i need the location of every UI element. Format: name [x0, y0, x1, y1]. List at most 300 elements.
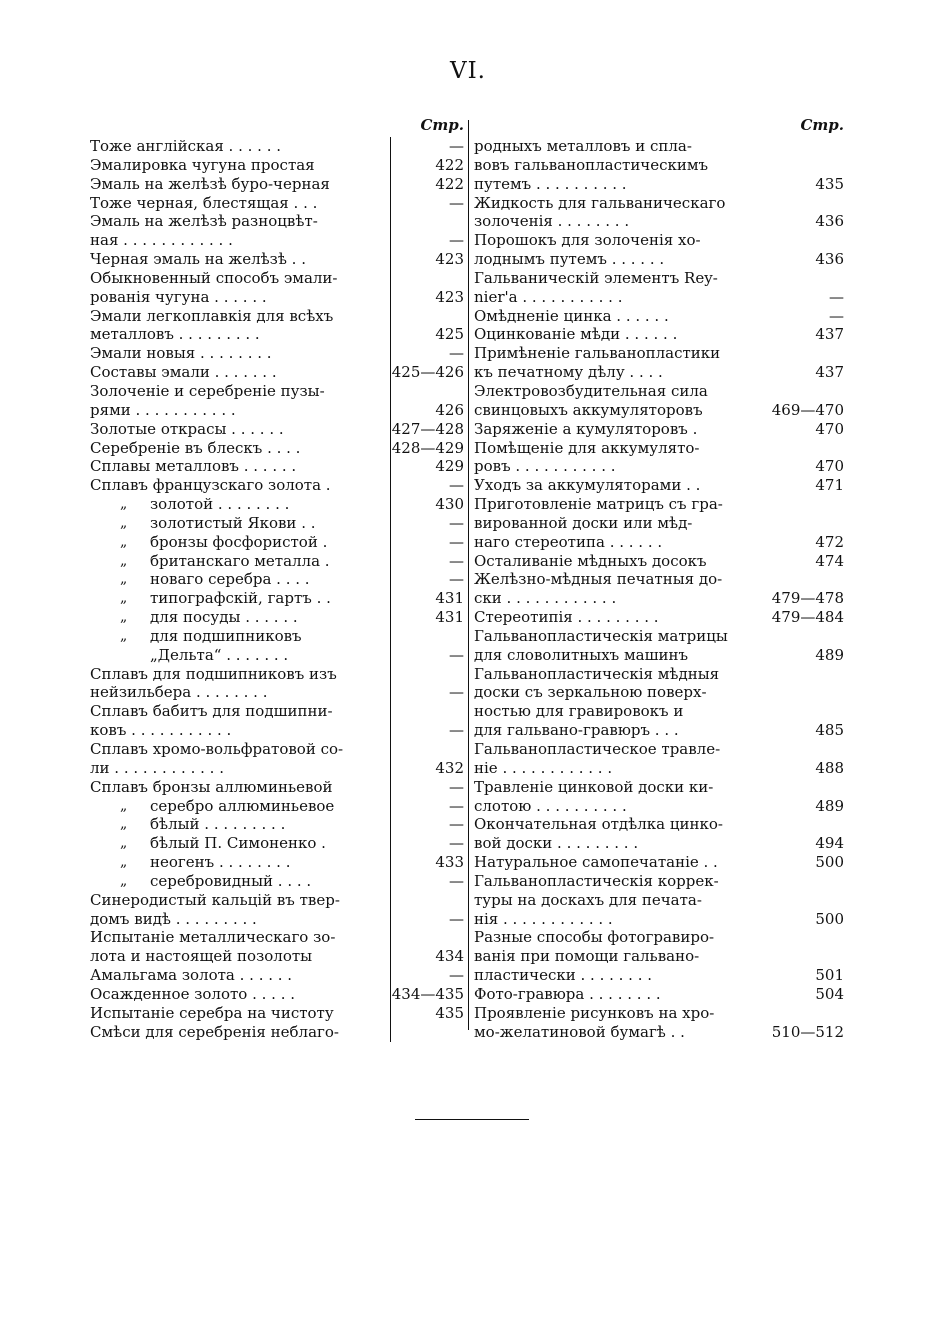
index-entry-page	[760, 683, 846, 702]
index-entry-page: 435	[815, 174, 844, 193]
index-entry-label: типографскій, гартъ . .	[150, 589, 331, 608]
index-entry-row	[90, 137, 466, 156]
index-entry-label: Сплавъ хромо-вольфратовой со-	[90, 740, 344, 758]
index-entry-row	[90, 269, 466, 288]
index-entry-row	[474, 702, 846, 721]
index-entry-label: Составы эмали . . . . . . .	[90, 363, 277, 382]
index-entry-label: ковъ . . . . . . . . . . .	[90, 721, 232, 740]
index-entry-page: 422	[390, 156, 466, 175]
index-entry-row	[474, 1023, 846, 1042]
index-entry-page	[390, 269, 466, 288]
index-entry-row	[474, 363, 846, 382]
index-entry-row	[90, 721, 466, 740]
index-entry-text	[474, 721, 760, 740]
index-entry-row	[474, 194, 846, 213]
index-entry-label: доски съ зеркальною поверх-	[474, 683, 707, 702]
index-entry-text	[474, 627, 760, 646]
index-entry-label: металловъ . . . . . . . . .	[90, 325, 260, 344]
left-index-rows	[90, 137, 466, 1042]
index-entry-page: —	[390, 721, 466, 740]
column-divider	[468, 120, 469, 1030]
index-entry-text	[90, 212, 390, 231]
index-entry-text	[474, 439, 760, 458]
index-entry-text	[90, 476, 390, 495]
index-entry-label: для посуды . . . . . .	[150, 608, 298, 627]
index-entry-page: 431	[390, 608, 466, 627]
index-entry-page	[390, 212, 466, 231]
index-entry-row	[90, 212, 466, 231]
index-entry-page: 479—484	[771, 608, 844, 627]
index-entry-text	[474, 797, 760, 816]
index-entry-page	[760, 344, 846, 363]
right-index-column	[474, 116, 846, 1042]
index-entry-text	[90, 910, 390, 929]
index-entry-page	[760, 1004, 846, 1023]
index-entry-page	[390, 665, 466, 684]
index-entry-text	[474, 646, 760, 665]
index-entry-page: 469—470	[771, 400, 844, 419]
index-entry-row	[474, 382, 846, 401]
index-entry-label: Заряженіе а кумуляторовъ .	[474, 419, 698, 438]
index-entry-page: —	[390, 815, 466, 834]
index-entry-label: бѣлый П. Симоненко .	[150, 834, 326, 853]
index-entry-page: —	[390, 231, 466, 250]
index-entry-label: Осталиваніе мѣдныхъ досокъ	[474, 551, 707, 570]
index-entry-text	[474, 514, 760, 533]
index-entry-page	[760, 627, 846, 646]
index-entry-page	[760, 495, 846, 514]
index-entry-text	[474, 589, 760, 608]
index-entry-label: наго стереотипа . . . . . .	[474, 532, 663, 551]
index-entry-row	[90, 533, 466, 552]
index-entry-text	[474, 891, 760, 910]
index-entry-page	[760, 439, 846, 458]
index-entry-row	[474, 759, 846, 778]
index-entry-text	[90, 985, 390, 1004]
index-entry-page	[760, 815, 846, 834]
index-entry-label: ная . . . . . . . . . . . .	[90, 231, 233, 250]
index-entry-label: Помѣщеніе для аккумулято-	[474, 438, 700, 457]
index-entry-label: неогенъ . . . . . . . .	[150, 853, 291, 872]
left-page-header-label: Стр.	[420, 116, 464, 134]
index-entry-page: 504	[815, 984, 844, 1003]
index-entry-label: бѣлый . . . . . . . . .	[150, 815, 286, 834]
index-entry-text	[90, 194, 390, 213]
index-entry-row	[90, 514, 466, 533]
index-entry-page: 500	[815, 853, 844, 872]
index-entry-text	[90, 363, 390, 382]
index-entry-label: „Дельта“ . . . . . . .	[150, 645, 289, 664]
index-entry-label: Натуральное самопечатаніе . .	[474, 853, 718, 872]
index-entry-page	[760, 382, 846, 401]
index-entry-page: 432	[390, 759, 466, 778]
index-entry-text	[90, 401, 390, 420]
index-entry-row	[90, 401, 466, 420]
index-entry-page: 510—512	[771, 1022, 844, 1041]
index-entry-text	[474, 363, 760, 382]
index-entry-label: ли . . . . . . . . . . . .	[90, 758, 224, 777]
index-entry-label: Желѣзно-мѣдныя печатныя до-	[474, 570, 723, 589]
index-entry-row	[474, 608, 846, 627]
index-entry-text	[474, 288, 760, 307]
index-entry-label: свинцовыхъ аккумуляторовъ	[474, 400, 703, 419]
index-entry-row	[474, 288, 846, 307]
page-number: VI.	[449, 58, 486, 84]
index-entry-label: Гальванопластическія матрицы	[474, 626, 728, 645]
index-entry-row	[90, 231, 466, 250]
index-entry-text	[90, 1004, 390, 1023]
index-entry-label: для гальвано-гравюръ . . .	[474, 721, 679, 740]
index-entry-text	[474, 759, 760, 778]
index-entry-label: золотой . . . . . . . .	[150, 495, 290, 514]
index-entry-row	[474, 533, 846, 552]
index-entry-page: —	[390, 570, 466, 589]
index-entry-label: Гальванопластическія коррек-	[474, 871, 719, 890]
index-entry-page	[760, 665, 846, 684]
index-entry-page: 431	[390, 589, 466, 608]
index-entry-page: 472	[815, 532, 844, 551]
index-entry-text	[90, 589, 390, 608]
index-entry-page	[390, 928, 466, 947]
index-entry-page	[390, 740, 466, 759]
index-entry-text	[474, 533, 760, 552]
index-entry-row	[474, 928, 846, 947]
index-entry-label: Синеродистый кальцій въ твер-	[90, 890, 340, 909]
index-entry-row	[474, 872, 846, 891]
index-entry-label: Эмали новыя . . . . . . . .	[90, 344, 272, 363]
right-index-rows	[474, 137, 846, 1042]
index-entry-label: Гальванопластическое травле-	[474, 740, 721, 758]
index-entry-page: —	[390, 533, 466, 552]
index-entry-page	[760, 231, 846, 250]
index-entry-page: —	[390, 872, 466, 891]
index-entry-row	[90, 250, 466, 269]
index-entry-text	[90, 834, 390, 853]
index-entry-label: пластически . . . . . . . .	[474, 966, 653, 985]
index-entry-label: Примѣненіе гальванопластики	[474, 344, 721, 363]
index-entry-label: Испытаніе металлическаго зо-	[90, 928, 336, 947]
index-entry-text	[90, 683, 390, 702]
index-entry-page	[390, 1023, 466, 1042]
index-entry-label: вовъ гальванопластическимъ	[474, 155, 709, 174]
index-entry-text	[474, 137, 760, 156]
index-entry-text	[474, 382, 760, 401]
index-entry-label: Окончательная отдѣлка цинко-	[474, 815, 723, 834]
index-entry-text	[474, 928, 760, 947]
index-entry-text	[90, 495, 390, 514]
index-entry-label: бронзы фосфористой .	[150, 532, 328, 551]
index-entry-page: —	[390, 910, 466, 929]
index-entry-text	[90, 721, 390, 740]
index-entry-label: Уходъ за аккумуляторами . .	[474, 476, 701, 495]
index-entry-page: —	[390, 514, 466, 533]
index-entry-label: nier'а . . . . . . . . . . .	[474, 287, 623, 306]
index-entry-row	[474, 853, 846, 872]
index-entry-text	[90, 570, 390, 589]
index-entry-text	[90, 344, 390, 363]
index-entry-label: серебровидный . . . .	[150, 871, 312, 890]
index-entry-text	[474, 552, 760, 571]
index-entry-text	[90, 137, 390, 156]
index-entry-page: 423	[390, 250, 466, 269]
index-entry-label: вированной доски или мѣд-	[474, 513, 693, 532]
index-entry-text	[474, 175, 760, 194]
index-entry-text	[90, 325, 390, 344]
index-entry-text	[474, 325, 760, 344]
index-entry-text	[90, 759, 390, 778]
index-entry-page: 474	[815, 551, 844, 570]
index-entry-row	[90, 382, 466, 401]
index-entry-text	[474, 966, 760, 985]
index-entry-text	[90, 872, 390, 891]
index-entry-row	[474, 985, 846, 1004]
index-entry-text	[474, 665, 760, 684]
index-entry-row	[474, 947, 846, 966]
index-entry-label: Тоже черная, блестящая . . .	[90, 193, 318, 212]
index-entry-page: 434—435	[391, 984, 464, 1003]
index-entry-row	[474, 627, 846, 646]
index-entry-row	[474, 815, 846, 834]
index-entry-row	[90, 834, 466, 853]
index-entry-label: Оцинкованіе мѣди . . . . . .	[474, 325, 678, 344]
index-entry-page	[390, 627, 466, 646]
index-entry-page	[760, 872, 846, 891]
index-entry-label: Обыкновенный способъ эмали-	[90, 268, 338, 287]
index-entry-label: серебро аллюминьевое	[150, 796, 335, 815]
index-entry-label: къ печатному дѣлу . . . .	[474, 363, 663, 382]
index-entry-label: Эмалировка чугуна простая	[90, 155, 315, 174]
index-entry-label: лота и настоящей позолоты	[90, 947, 313, 966]
index-entry-row	[90, 740, 466, 759]
index-entry-row	[90, 759, 466, 778]
index-entry-row	[90, 1023, 466, 1042]
index-entry-page: 425	[390, 325, 466, 344]
index-entry-row	[90, 175, 466, 194]
index-entry-row	[90, 985, 466, 1004]
index-entry-row	[90, 627, 466, 646]
index-entry-row	[90, 891, 466, 910]
index-entry-label: Тоже англійская . . . . . .	[90, 137, 282, 155]
index-entry-row	[474, 966, 846, 985]
index-entry-row	[474, 401, 846, 420]
index-entry-text	[474, 344, 760, 363]
index-entry-row	[90, 947, 466, 966]
index-entry-label: новаго серебра . . . .	[150, 570, 310, 589]
index-entry-text	[474, 231, 760, 250]
index-entry-text	[474, 872, 760, 891]
right-page-header-label: Стр.	[800, 116, 844, 134]
index-entry-text	[90, 231, 390, 250]
index-entry-label: для подшипниковъ	[150, 626, 302, 645]
index-entry-page: 428—429	[391, 438, 464, 457]
index-entry-text	[474, 156, 760, 175]
index-entry-text	[474, 476, 760, 495]
index-entry-label: ванія при помощи гальвано-	[474, 947, 700, 966]
index-entry-row	[90, 457, 466, 476]
index-entry-label: туры на доскахъ для печата-	[474, 890, 702, 909]
index-entry-label: Эмаль на желѣзѣ буро-черная	[90, 174, 330, 193]
index-entry-row	[474, 231, 846, 250]
index-entry-row	[90, 872, 466, 891]
index-entry-page: 494	[815, 834, 844, 853]
index-entry-label: британскаго металла .	[150, 551, 330, 570]
index-entry-page	[760, 740, 846, 759]
index-entry-row	[90, 552, 466, 571]
index-entry-row	[474, 910, 846, 929]
index-entry-text	[90, 608, 390, 627]
index-entry-row	[474, 212, 846, 231]
index-entry-row	[90, 778, 466, 797]
index-entry-label: Черная эмаль на желѣзѣ . .	[90, 250, 306, 269]
index-entry-row	[90, 665, 466, 684]
index-entry-text	[474, 683, 760, 702]
index-entry-label: ностью для гравировокъ и	[474, 702, 684, 721]
index-entry-page	[760, 778, 846, 797]
index-entry-label: Сплавъ бабитъ для подшипни-	[90, 702, 333, 721]
index-entry-label: Сплавъ французскаго золота .	[90, 476, 331, 495]
index-entry-page: 425—426	[391, 363, 464, 382]
index-entry-row	[474, 137, 846, 156]
index-entry-row	[474, 175, 846, 194]
index-entry-text	[474, 740, 760, 759]
index-entry-row	[90, 476, 466, 495]
index-entry-text	[474, 457, 760, 476]
index-entry-page: 470	[815, 457, 844, 476]
index-entry-row	[90, 363, 466, 382]
index-entry-label: ровъ . . . . . . . . . . .	[474, 457, 616, 476]
index-entry-label: Порошокъ для золоченія хо-	[474, 231, 701, 250]
index-entry-label: Разные способы фотогравиро-	[474, 928, 715, 947]
index-entry-row	[90, 928, 466, 947]
index-entry-label: Испытаніе серебра на чистоту	[90, 1003, 334, 1022]
index-entry-label: Проявленіе рисунковъ на хро-	[474, 1003, 715, 1022]
index-entry-label: Осажденное золото . . . . .	[90, 984, 296, 1003]
right-page-header	[474, 116, 846, 137]
index-entry-row	[90, 702, 466, 721]
index-entry-text	[474, 834, 760, 853]
index-entry-text	[474, 401, 760, 420]
index-entry-page: 423	[390, 288, 466, 307]
index-entry-label: рями . . . . . . . . . . .	[90, 400, 236, 419]
index-entry-text	[90, 740, 390, 759]
footer-rule	[415, 1119, 529, 1120]
index-entry-page	[760, 702, 846, 721]
index-entry-text	[90, 552, 390, 571]
index-entry-page: —	[390, 646, 466, 665]
index-entry-row	[90, 853, 466, 872]
index-entry-label: ски . . . . . . . . . . . .	[474, 589, 617, 608]
index-entry-text	[90, 288, 390, 307]
index-entry-label: Травленіе цинковой доски ки-	[474, 777, 714, 796]
index-entry-row	[90, 589, 466, 608]
index-entry-page: 437	[815, 325, 844, 344]
index-entry-label: Сплавъ бронзы аллюминьевой	[90, 777, 333, 796]
index-entry-page: —	[390, 476, 466, 495]
index-entry-label: Эмали легкоплавкія для всѣхъ	[90, 306, 334, 325]
index-entry-row	[474, 646, 846, 665]
index-entry-page	[760, 891, 846, 910]
index-entry-row	[474, 778, 846, 797]
index-entry-text	[474, 212, 760, 231]
index-entry-row	[474, 344, 846, 363]
index-entry-row	[90, 797, 466, 816]
index-entry-page	[760, 570, 846, 589]
index-entry-page	[760, 947, 846, 966]
index-entry-label: Эмаль на желѣзѣ разноцвѣт-	[90, 212, 318, 231]
index-entry-row	[474, 420, 846, 439]
index-entry-page: 500	[815, 909, 844, 928]
index-entry-row	[474, 552, 846, 571]
index-entry-page: 429	[390, 457, 466, 476]
index-entry-row	[90, 156, 466, 175]
index-entry-row	[474, 891, 846, 910]
index-entry-row	[90, 307, 466, 326]
index-entry-page	[760, 194, 846, 213]
index-entry-row	[90, 608, 466, 627]
index-entry-page	[760, 137, 846, 156]
index-entry-text	[474, 570, 760, 589]
index-entry-text	[474, 1023, 760, 1042]
index-entry-page	[760, 269, 846, 288]
index-entry-row	[474, 250, 846, 269]
index-entry-text	[90, 156, 390, 175]
index-entry-row	[90, 910, 466, 929]
index-entry-text	[474, 608, 760, 627]
index-entry-text	[90, 533, 390, 552]
index-entry-text	[474, 702, 760, 721]
index-entry-page: 436	[815, 250, 844, 269]
index-entry-label: Смѣси для серебренія неблаго-	[90, 1022, 339, 1041]
index-entry-label: путемъ . . . . . . . . . .	[474, 174, 627, 193]
index-entry-label: Приготовленіе матрицъ съ гра-	[474, 495, 723, 514]
index-entry-text	[90, 269, 390, 288]
index-entry-row	[474, 1004, 846, 1023]
index-entry-row	[90, 570, 466, 589]
index-entry-row	[474, 665, 846, 684]
index-entry-page: 437	[815, 363, 844, 382]
index-entry-page	[760, 514, 846, 533]
index-entry-text	[90, 250, 390, 269]
index-entry-text	[90, 797, 390, 816]
index-entry-page: 470	[815, 419, 844, 438]
index-entry-row	[474, 476, 846, 495]
index-entry-label: мо-желатиновой бумагѣ . .	[474, 1022, 685, 1041]
index-entry-label: нейзильбера . . . . . . . .	[90, 683, 268, 702]
index-entry-text	[90, 966, 390, 985]
index-entry-text	[474, 420, 760, 439]
index-entry-row	[90, 966, 466, 985]
index-entry-page: 489	[815, 796, 844, 815]
index-entry-label: золоченія . . . . . . . .	[474, 212, 630, 231]
index-entry-text	[90, 627, 390, 646]
index-entry-page: —	[390, 194, 466, 213]
index-entry-label: ніе . . . . . . . . . . . .	[474, 758, 613, 777]
index-entry-row	[90, 439, 466, 458]
index-entry-row	[90, 815, 466, 834]
index-entry-label: домъ видѣ . . . . . . . . .	[90, 909, 257, 928]
index-entry-label: рованія чугуна . . . . . .	[90, 287, 267, 306]
index-entry-page	[760, 928, 846, 947]
index-entry-text	[90, 382, 390, 401]
index-entry-text	[90, 778, 390, 797]
index-entry-page: —	[829, 306, 844, 325]
index-entry-page: 501	[815, 966, 844, 985]
left-index-column	[90, 116, 466, 1042]
index-entry-page: —	[390, 834, 466, 853]
index-entry-page: 435	[390, 1004, 466, 1023]
index-entry-label: лоднымъ путемъ . . . . . .	[474, 250, 665, 269]
index-entry-page: 433	[390, 853, 466, 872]
